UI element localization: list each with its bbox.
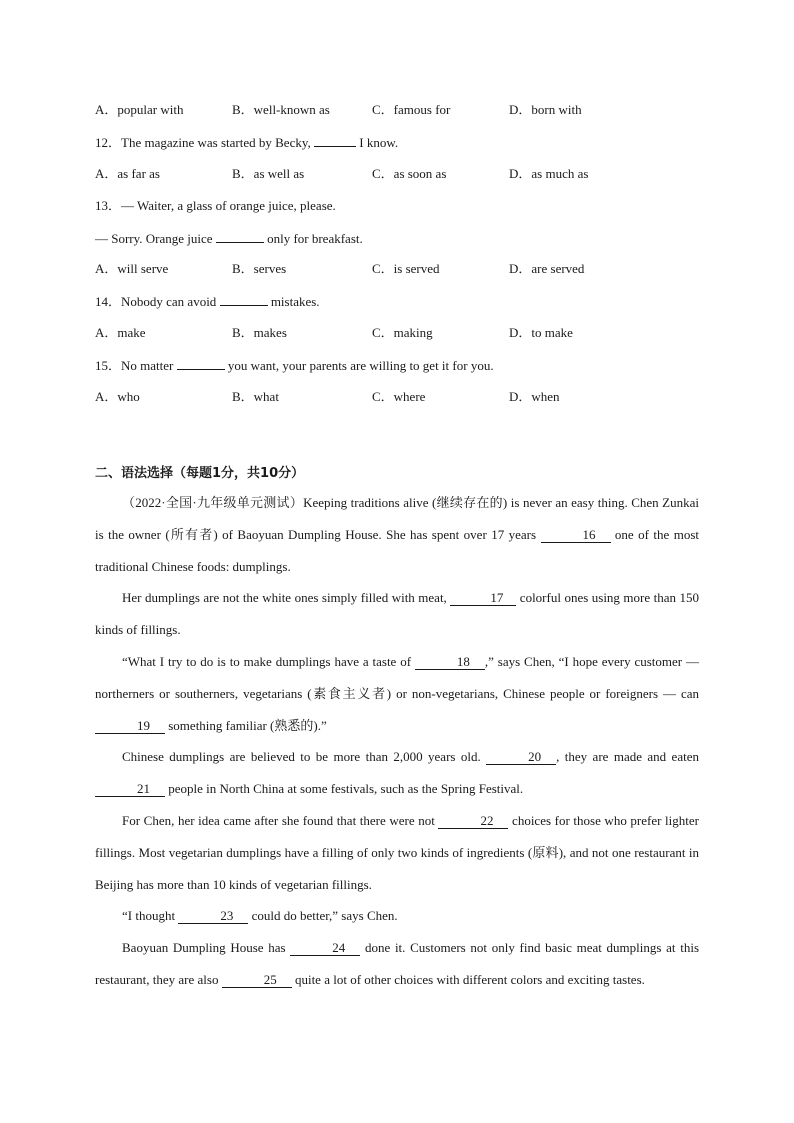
- q15-option-d: D．when: [509, 389, 560, 404]
- q12-option-c: C．as soon as: [372, 166, 447, 181]
- blank-20: 20: [486, 749, 556, 765]
- q12-option-a: A．as far as: [95, 166, 160, 181]
- q13-option-a: A．will serve: [95, 261, 169, 276]
- q12-blank: [314, 134, 356, 147]
- blank-17: 17: [450, 590, 516, 606]
- q15-option-b: B．what: [232, 389, 279, 404]
- q11-option-c: C．famous for: [372, 102, 451, 117]
- q14-option-a: A．make: [95, 325, 146, 340]
- q12-option-b: B．as well as: [232, 166, 305, 181]
- q12-option-d: D．as much as: [509, 166, 589, 181]
- q15-option-c: C．where: [372, 389, 426, 404]
- blank-16: 16: [541, 527, 611, 543]
- q13-option-c: C．is served: [372, 261, 440, 276]
- passage-paragraph-2: Her dumplings are not the white ones simply filled with meat, 17 colorful ones using more than 150 kinds of fillings.: [95, 590, 699, 638]
- grammar-passage: [95, 487, 699, 996]
- q15-stem: 15．No matter you want, your parents are willing to get it for you.: [95, 358, 494, 373]
- q11-option-a: A．popular with: [95, 102, 184, 117]
- q14-option-c: C．making: [372, 325, 433, 340]
- q14-stem: 14．Nobody can avoid mistakes.: [95, 294, 320, 309]
- q14-option-b: B．makes: [232, 325, 287, 340]
- section-title: 二、语法选择（每题1分，共10分）: [95, 466, 305, 481]
- passage-paragraph-3: “What I try to do is to make dumplings have a taste of 18 ,” says Chen, “I hope every customer — northerners or southerners, vegetarians (素食主义者) or non-vegetarians, Chinese people or foreigners — can 19 something familiar (熟悉的).”: [95, 653, 699, 733]
- q15-option-a: A．who: [95, 389, 140, 404]
- passage-paragraph-7: Baoyuan Dumpling House has 24 done it. Customers not only find basic meat dumplings at this restaurant, they are also 25 quite a lot of other choices with different colors and exciting tastes.: [95, 940, 700, 987]
- q13-option-d: D．are served: [509, 261, 585, 276]
- q14-blank: [220, 293, 268, 306]
- passage-paragraph-5: For Chen, her idea came after she found that there were not 22 choices for those who prefer lighter fillings. Most vegetarian dumplings have a filling of only two kinds of ingredients (原料), and not one restaurant in Beijing has more than 10 kinds of vegetarian fillings.: [95, 812, 699, 892]
- blank-25: 25: [222, 972, 292, 988]
- q12-stem: 12．The magazine was started by Becky, I know.: [95, 135, 399, 150]
- blank-21: 21: [95, 781, 165, 797]
- q13-option-b: B．serves: [232, 261, 287, 276]
- q15-blank: [177, 357, 225, 370]
- passage-paragraph-4: Chinese dumplings are believed to be more than 2,000 years old. 20 , they are made and eaten 21 people in North China at some festivals, such as the Spring Festival.: [95, 741, 699, 805]
- passage-paragraph-6: “I thought 23 could do better,” says Chen.: [122, 908, 398, 924]
- blank-24: 24: [290, 940, 360, 956]
- q14-option-d: D．to make: [509, 325, 573, 340]
- blank-18: 18: [415, 654, 485, 670]
- blank-19: 19: [95, 718, 165, 734]
- q13-blank: [216, 230, 264, 243]
- q13-stem-line2: — Sorry. Orange juice only for breakfast.: [95, 231, 363, 246]
- q11-option-d: D．born with: [509, 102, 582, 117]
- passage-paragraph-1: （2022·全国·九年级单元测试）Keeping traditions alive (继续存在的) is never an easy thing. Chen Zunkai is the owner (所有者) of Baoyuan Dumpling House. She has spent over 17 years 16 one of the most traditional Chinese foods: dumplings.: [95, 495, 699, 574]
- q11-option-b: B．well-known as: [232, 102, 330, 117]
- blank-23: 23: [178, 908, 248, 924]
- q13-stem-line1: 13．— Waiter, a glass of orange juice, please.: [95, 198, 336, 213]
- blank-22: 22: [438, 813, 508, 829]
